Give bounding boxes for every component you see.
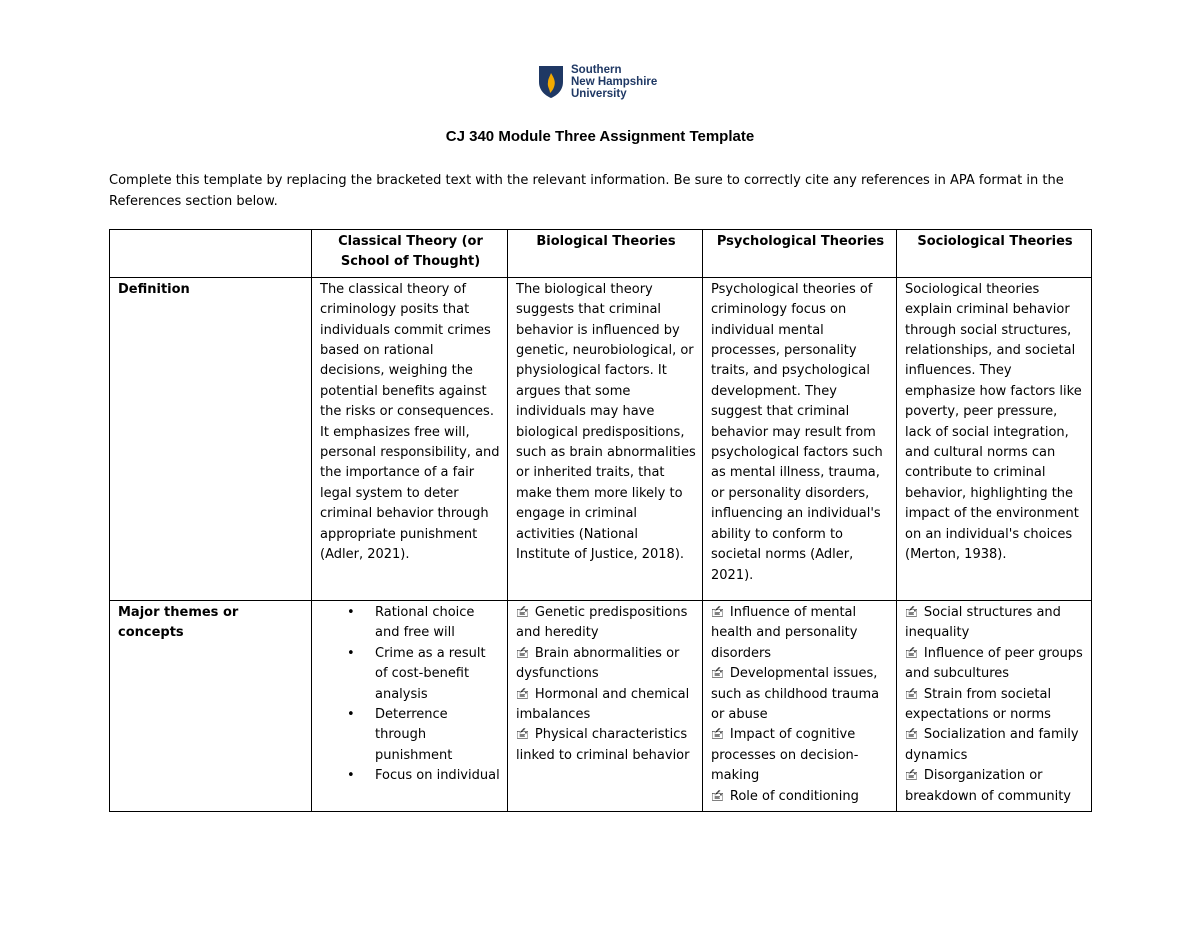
shield-flame-icon [538,65,564,99]
list-item: • Rational choice and free will [347,604,475,641]
header-sociological: Sociological Theories [897,230,1092,278]
list-item: 🖆 Hormonal and chemical imbalances [516,686,690,722]
definition-sociological: Sociological theories explain criminal behavior through social structures, relationships, and societal influences. They emphasize how factors like poverty, peer pressure, lack of social integration, and cultural norms can contribute to criminal behavior, highlighting the impact of the environment on an individual's choices (Merton, 1938). [897,277,1092,600]
logo-line-2: New Hampshire [571,76,658,88]
pen-marker-icon: 🖆 [905,605,918,619]
bullet-icon: • [347,604,355,620]
list-item: 🖆 Influence of peer groups and subcultures [905,645,1083,682]
header-biological: Biological Theories [508,230,703,278]
list-item: 🖆 Disorganization or breakdown of community [905,768,1071,804]
list-item: 🖆 Socialization and family dynamics [905,727,1079,763]
bullet-icon: • [347,706,355,722]
list-item: 🖆 Physical characteristics linked to criminal behavior [516,727,690,763]
row-label-definition: Definition [110,277,312,600]
themes-sociological [897,600,1092,811]
logo-wordmark [571,64,657,100]
definition-classical: The classical theory of criminology posits that individuals commit crimes based on rational decisions, weighing the potential benefits against the risks or consequences. It emphasizes free will, personal responsibility, and the importance of a fair legal system to deter criminal behavior through appropriate punishment (Adler, 2021). [312,277,508,600]
list-item: • Crime as a result of cost-benefit analysis [347,645,486,702]
pen-marker-icon: 🖆 [905,646,918,660]
pen-marker-icon: 🖆 [905,769,918,783]
themes-classical [312,600,508,811]
list-item: 🖆 Role of conditioning [711,788,859,804]
header-psychological: Psychological Theories [703,230,897,278]
table-row-themes [110,600,1092,811]
table-row-definition [110,277,1092,600]
logo-line-1: Southern [571,64,622,76]
pen-marker-icon: 🖆 [711,667,724,681]
table-header-row [110,230,1092,278]
definition-biological: The biological theory suggests that criminal behavior is influenced by genetic, neurobiological, or physiological factors. It argues that some individuals may have biological predispositions, such as brain abnormalities or inherited traits, that make them more likely to engage in criminal activities (National Institute of Justice, 2018). [508,277,703,600]
logo-line-3: University [571,88,627,100]
list-item: • Focus on individual [375,766,501,786]
pen-marker-icon: 🖆 [711,728,724,742]
pen-marker-icon: 🖆 [516,728,529,742]
definition-psychological: Psychological theories of criminology focus on individual mental processes, personality traits, and psychological development. They suggest that criminal behavior may result from psychological factors such as mental illness, trauma, or personality disorders, influencing an individual's ability to conform to societal norms (Adler, 2021). [703,277,897,600]
header-empty [110,230,312,278]
list-item: 🖆 Social structures and inequality [905,604,1061,641]
row-label-themes: Major themes or concepts [110,600,312,811]
classical-bullet-list [320,603,501,787]
list-item: • Deterrence through punishment [347,706,453,763]
list-item: 🖆 Developmental issues, such as childhood trauma or abuse [711,666,880,722]
intro-paragraph: Complete this template by replacing the bracketed text with the relevant information. Be sure to correctly cite any references in APA format in the References section below. [109,173,1064,209]
pen-marker-icon: 🖆 [905,728,918,742]
bullet-icon: • [347,645,355,661]
theories-table [109,229,1092,812]
pen-marker-icon: 🖆 [516,605,529,619]
page-title: CJ 340 Module Three Assignment Template [445,128,755,145]
pen-marker-icon: 🖆 [711,605,724,619]
header-classical: Classical Theory (or School of Thought) [312,230,508,278]
list-item: 🖆 Genetic predispositions and heredity [516,604,688,641]
list-item: 🖆 Strain from societal expectations or norms [905,686,1052,722]
list-item: 🖆 Influence of mental health and personality disorders [711,604,858,661]
pen-marker-icon: 🖆 [711,789,724,803]
pen-marker-icon: 🖆 [516,687,529,701]
university-logo [538,64,657,100]
list-item: 🖆 Impact of cognitive processes on decision-making [711,727,859,784]
pen-marker-icon: 🖆 [516,646,529,660]
themes-biological [508,600,703,811]
list-item: 🖆 Brain abnormalities or dysfunctions [516,645,680,682]
themes-psychological [703,600,897,811]
pen-marker-icon: 🖆 [905,687,918,701]
bullet-icon: • [347,768,355,784]
